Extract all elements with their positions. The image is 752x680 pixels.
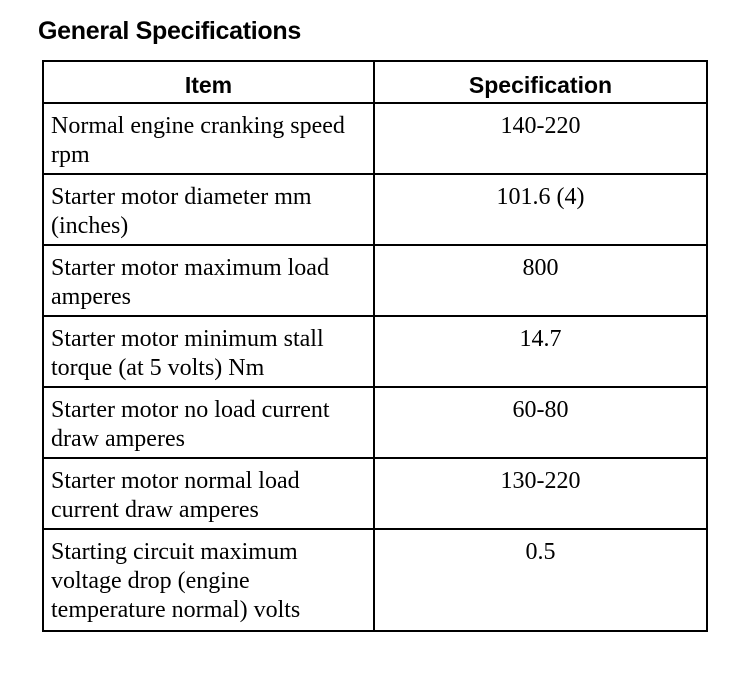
table-row: [43, 103, 707, 174]
item-cell: Starter motor maximum load amperes: [43, 245, 374, 316]
table-row: [43, 458, 707, 529]
specification-cell: 14.7: [374, 316, 707, 387]
item-cell: Starter motor diameter mm (inches): [43, 174, 374, 245]
specification-cell: 101.6 (4): [374, 174, 707, 245]
column-header-item: Item: [43, 61, 374, 103]
specification-cell: 140-220: [374, 103, 707, 174]
specification-cell: 130-220: [374, 458, 707, 529]
page-title: General Specifications: [38, 17, 301, 45]
item-cell: Starter motor minimum stall torque (at 5 volts) Nm: [43, 316, 374, 387]
column-header-specification: Specification: [374, 61, 707, 103]
specification-cell: 0.5: [374, 529, 707, 631]
item-cell: Normal engine cranking speed rpm: [43, 103, 374, 174]
table-row: [43, 316, 707, 387]
table-row: [43, 245, 707, 316]
item-cell: Starter motor normal load current draw amperes: [43, 458, 374, 529]
specifications-table: [42, 60, 708, 632]
table-header-row: [43, 61, 707, 103]
item-cell: Starter motor no load current draw amperes: [43, 387, 374, 458]
specification-cell: 800: [374, 245, 707, 316]
table-row: [43, 387, 707, 458]
table-row: [43, 174, 707, 245]
table-row: [43, 529, 707, 631]
item-cell: Starting circuit maximum voltage drop (engine temperature normal) volts: [43, 529, 374, 631]
specification-cell: 60-80: [374, 387, 707, 458]
